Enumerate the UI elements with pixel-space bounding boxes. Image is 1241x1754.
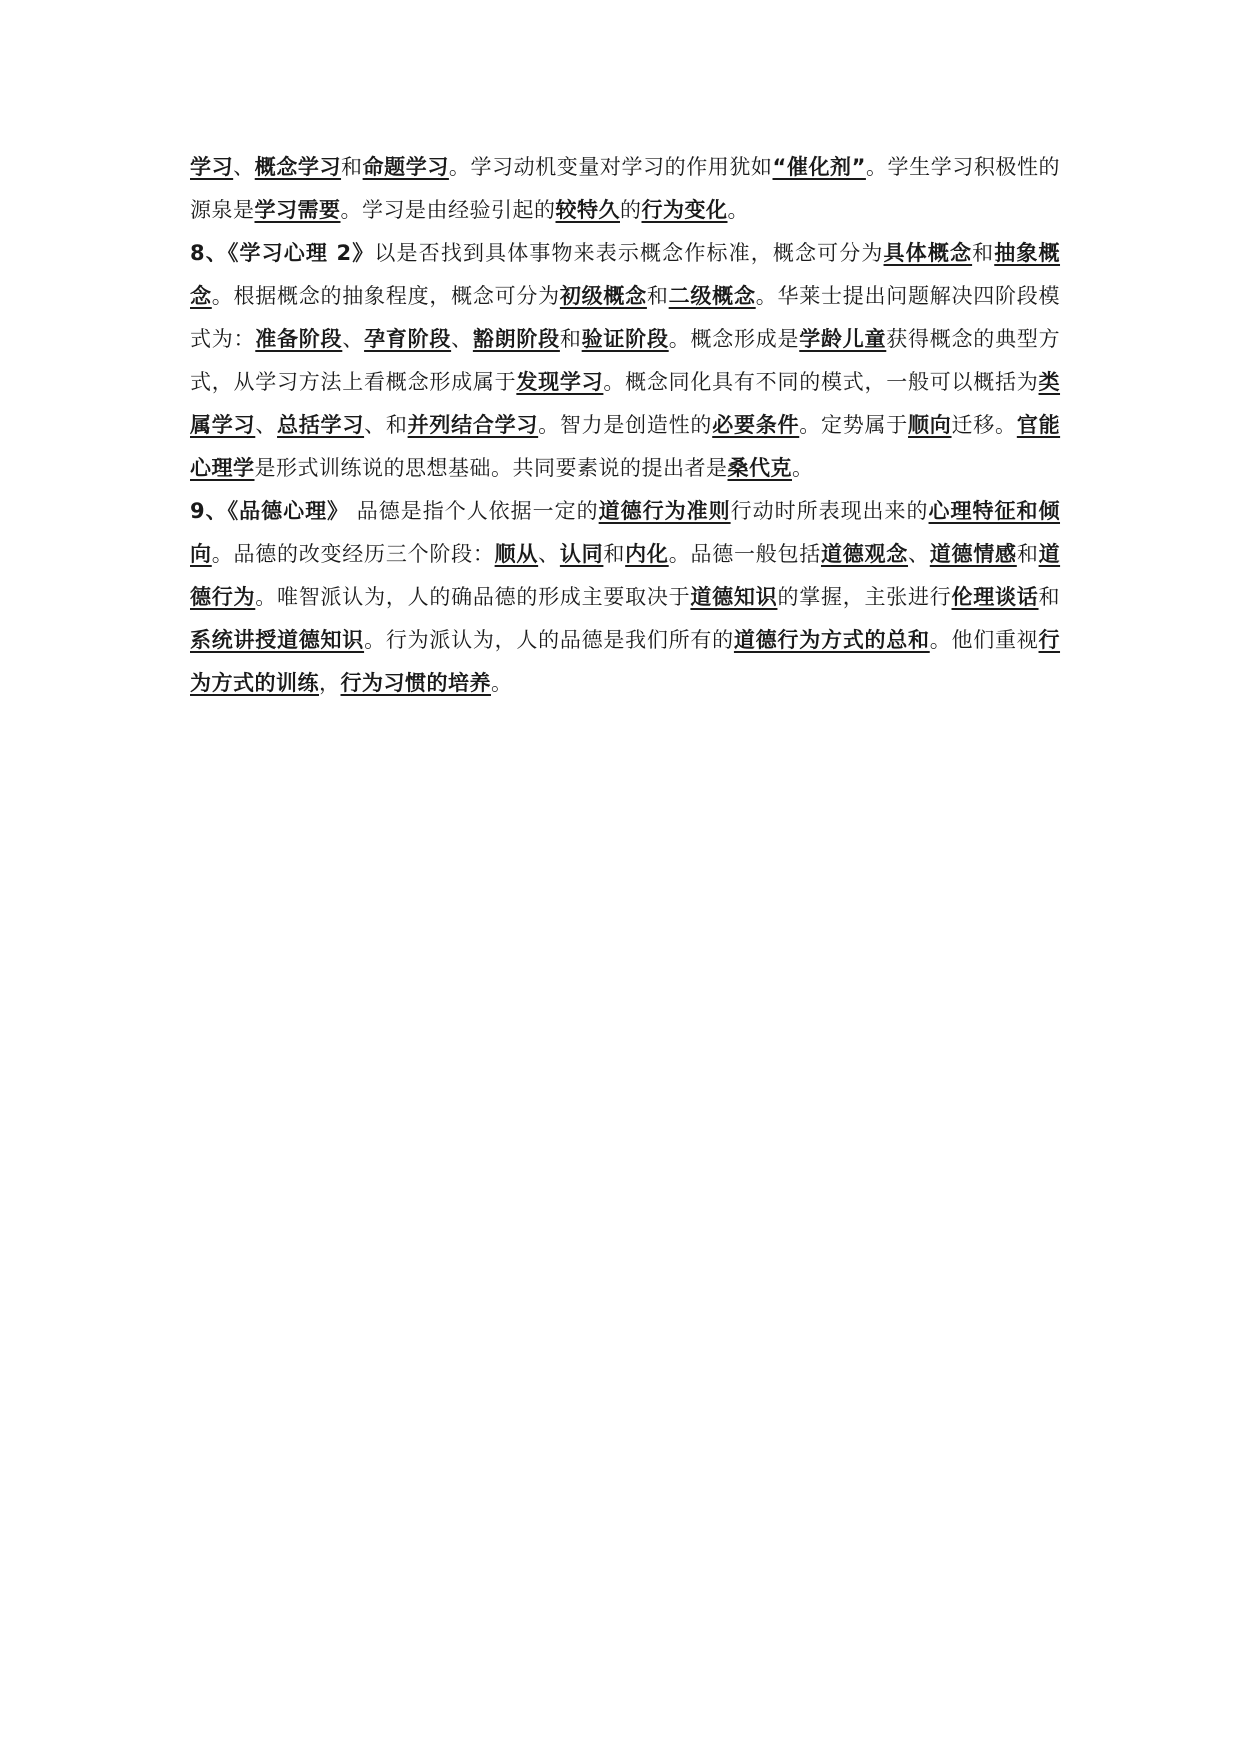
body-text: 和 xyxy=(972,241,995,265)
body-text: 。智力是创造性的 xyxy=(538,413,713,437)
key-term: 较特久 xyxy=(555,198,620,222)
key-term: 抽象概念 xyxy=(190,241,1061,308)
body-text: 。定势属于 xyxy=(799,413,909,437)
key-term: 准备阶段 xyxy=(255,327,343,351)
key-term: 二级概念 xyxy=(668,284,756,308)
key-term: 官能心理学 xyxy=(190,413,1061,480)
key-term: 道德情感 xyxy=(929,542,1017,566)
body-text: 是形式训练说的思想基础。共同要素说的提出者是 xyxy=(254,456,728,480)
body-text: 。华莱士提出问题解决四阶段模式为： xyxy=(190,284,1061,351)
key-term: “催化剂” xyxy=(772,155,866,179)
body-text: 和 xyxy=(1038,585,1061,609)
key-term: 类属学习 xyxy=(190,370,1061,437)
key-term: 命题学习 xyxy=(362,155,449,179)
key-term: 行为习惯的培养 xyxy=(340,671,491,695)
key-term: 顺从 xyxy=(494,542,539,566)
key-term: 概念学习 xyxy=(254,155,342,179)
key-term: 认同 xyxy=(559,542,604,566)
body-text: 。学生学习积极性的源泉是 xyxy=(190,155,1061,222)
body-text: 。概念同化具有不同的模式，一般可以概括为 xyxy=(603,370,1039,394)
paragraph-moral-psychology xyxy=(190,490,1060,705)
key-term: 学龄儿童 xyxy=(799,327,887,351)
body-text: 、 xyxy=(908,542,930,566)
body-text: 、 xyxy=(538,542,560,566)
key-term: 孕育阶段 xyxy=(364,327,452,351)
key-term: 行为变化 xyxy=(641,198,728,222)
key-term: 心理特征和倾向 xyxy=(190,499,1061,566)
key-term: 具体概念 xyxy=(883,241,973,265)
body-text: 。 xyxy=(491,671,513,695)
body-text: 。行为派认为，人的品德是我们所有的 xyxy=(364,628,734,652)
body-text: 。根据概念的抽象程度，概念可分为 xyxy=(211,284,560,308)
body-text: 、 xyxy=(233,155,255,179)
body-text: 以是否找到具体事物来表示概念作标准，概念可分为 xyxy=(374,241,884,265)
key-term: 学习 xyxy=(190,155,234,179)
paragraph-learning-psychology-2 xyxy=(190,232,1060,490)
key-term: 行为方式的训练 xyxy=(190,628,1061,695)
body-text: 获得概念的典型方式，从学习方法上看概念形成属于 xyxy=(190,327,1061,394)
key-term: 验证阶段 xyxy=(581,327,669,351)
key-term: 道德行为准则 xyxy=(598,499,731,523)
body-text: 和 xyxy=(341,155,363,179)
key-term: 内化 xyxy=(625,542,669,566)
body-text: 、 xyxy=(451,327,473,351)
key-term: 伦理谈话 xyxy=(951,585,1039,609)
key-term: 系统讲授道德知识 xyxy=(190,628,365,652)
key-term: 道德行为方式的总和 xyxy=(733,628,930,652)
body-text: 和 xyxy=(559,327,582,351)
section-heading: 8、《学习心理 2》 xyxy=(190,241,375,265)
body-text: 。品德的改变经历三个阶段： xyxy=(211,542,495,566)
body-text: 和 xyxy=(646,284,669,308)
body-text: 。 xyxy=(727,198,749,222)
body-text: 。概念形成是 xyxy=(668,327,800,351)
body-text: 、和 xyxy=(364,413,408,437)
body-text: 、 xyxy=(255,413,278,437)
document-page xyxy=(190,146,1060,705)
key-term: 豁朗阶段 xyxy=(472,327,560,351)
body-text: ， xyxy=(319,671,341,695)
body-text: 。学习是由经验引起的 xyxy=(340,198,556,222)
body-text: 。唯智派认为，人的确品德的形成主要取决于 xyxy=(255,585,691,609)
body-text: 和 xyxy=(1016,542,1039,566)
key-term: 桑代克 xyxy=(727,456,792,480)
key-term: 顺向 xyxy=(908,413,952,437)
key-term: 道德知识 xyxy=(690,585,778,609)
body-text: 的 xyxy=(620,198,642,222)
key-term: 道德观念 xyxy=(820,542,909,566)
body-text: 的掌握，主张进行 xyxy=(777,585,952,609)
section-heading: 9、《品德心理》 xyxy=(190,499,350,523)
key-term: 发现学习 xyxy=(516,370,604,394)
body-text: 行动时所表现出来的 xyxy=(730,499,929,523)
body-text: 、 xyxy=(342,327,365,351)
body-text: 。品德一般包括 xyxy=(668,542,821,566)
paragraph-learning-motivation xyxy=(190,146,1060,232)
body-text: 。 xyxy=(792,456,814,480)
key-term: 学习需要 xyxy=(254,198,341,222)
key-term: 总括学习 xyxy=(277,413,365,437)
body-text: 。学习动机变量对学习的作用犹如 xyxy=(448,155,773,179)
body-text: 。他们重视 xyxy=(929,628,1039,652)
body-text: 迁移。 xyxy=(951,413,1017,437)
key-term: 道德行为 xyxy=(190,542,1061,609)
body-text: 品德是指个人依据一定的 xyxy=(349,499,599,523)
body-text: 和 xyxy=(603,542,626,566)
key-term: 必要条件 xyxy=(712,413,800,437)
key-term: 并列结合学习 xyxy=(407,413,539,437)
key-term: 初级概念 xyxy=(559,284,647,308)
